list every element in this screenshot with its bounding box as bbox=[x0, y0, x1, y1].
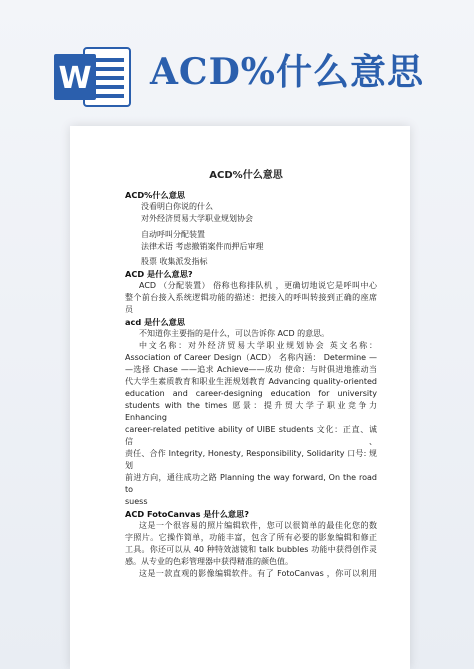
text-line: 责任、合作 Integrity, Honesty, Responsibility, Solidarity 口号: 规划 bbox=[125, 449, 377, 471]
text-line: 前进方向，通往成功之路 Planning the way forward, On the road to bbox=[125, 473, 377, 495]
text-line: 中文名称：对外经济贸易大学职业规划协会 英文名称： bbox=[139, 341, 377, 351]
text-line: 感。从专业的色彩管理器中获得精准的颜色值。 bbox=[125, 557, 293, 567]
list-item: 没看明白你说的什么 bbox=[141, 202, 213, 211]
word-logo-letter: W bbox=[58, 61, 92, 96]
text-line: 工具。你还可以从 40 种特效滤镜和 talk bubbles 功能中获得创作灵 bbox=[125, 545, 377, 555]
paragraph bbox=[125, 280, 377, 316]
text-line: —选择 Chase ——追求 Achieve——成功 使命：与时俱进地推动当 bbox=[125, 365, 377, 375]
section-heading: ACD FotoCanvas 是什么意思? bbox=[125, 509, 250, 520]
paragraph bbox=[125, 328, 377, 340]
document-title: ACD%什么意思 bbox=[209, 170, 283, 181]
word-icon bbox=[54, 42, 132, 112]
text-line: suess bbox=[125, 497, 148, 507]
list-item: 对外经济贸易大学职业规划协会 bbox=[141, 214, 253, 224]
section-heading: ACD 是什么意思? bbox=[125, 269, 193, 280]
text-line: 代大学生素质教育和职业生涯规划教育 Advancing quality-oriented bbox=[125, 377, 377, 387]
text-line: 不知道你主要指的是什么，可以告诉你 ACD 的意思。 bbox=[139, 329, 330, 339]
text-line: 这是一个很容易的照片编辑软件，您可以很简单的最佳化您的数 bbox=[139, 521, 377, 531]
banner bbox=[0, 0, 474, 120]
text-line: education and career-designing education for university bbox=[125, 389, 377, 399]
text-line: 字照片。它操作简单，功能丰富，包含了所有必要的影象编辑和修正 bbox=[125, 533, 377, 543]
text-line: students with the times 愿景：提升贸大学子职业竞争力 Enhancing bbox=[125, 401, 377, 423]
list-item: 自动呼叫分配装置 bbox=[141, 229, 205, 239]
text-line: Association of Career Design（ACD） 名称内涵： Determine — bbox=[125, 353, 377, 363]
text-line: 整个前台接入系统逻辑功能的描述：把接入的呼叫转接到正确的座席 bbox=[125, 293, 377, 303]
list-item: 法律术语 考虑撤销案件而押后审理 bbox=[141, 241, 264, 251]
paragraph bbox=[125, 340, 377, 508]
section-heading: acd 是什么意思 bbox=[125, 317, 186, 328]
text-line: career-related petitive ability of UIBE students 文化：正直、诚信、 bbox=[125, 425, 377, 447]
document-page bbox=[70, 126, 410, 669]
paragraph bbox=[125, 568, 377, 580]
text-line: 员 bbox=[125, 305, 133, 315]
list-item: 股票 收集派发指标 bbox=[141, 257, 208, 267]
section-heading: ACD%什么意思 bbox=[125, 190, 186, 200]
text-line: 这是一款直观的影像编辑软件。有了 FotoCanvas ，你可以利用 bbox=[139, 569, 377, 579]
banner-title: ACD%什么意思 bbox=[150, 51, 425, 93]
text-line: ACD （分配装置） 俗称也称排队机 ，更确切地说它是呼叫中心 bbox=[139, 281, 377, 291]
definition-list bbox=[125, 201, 377, 268]
paragraph bbox=[125, 520, 377, 568]
